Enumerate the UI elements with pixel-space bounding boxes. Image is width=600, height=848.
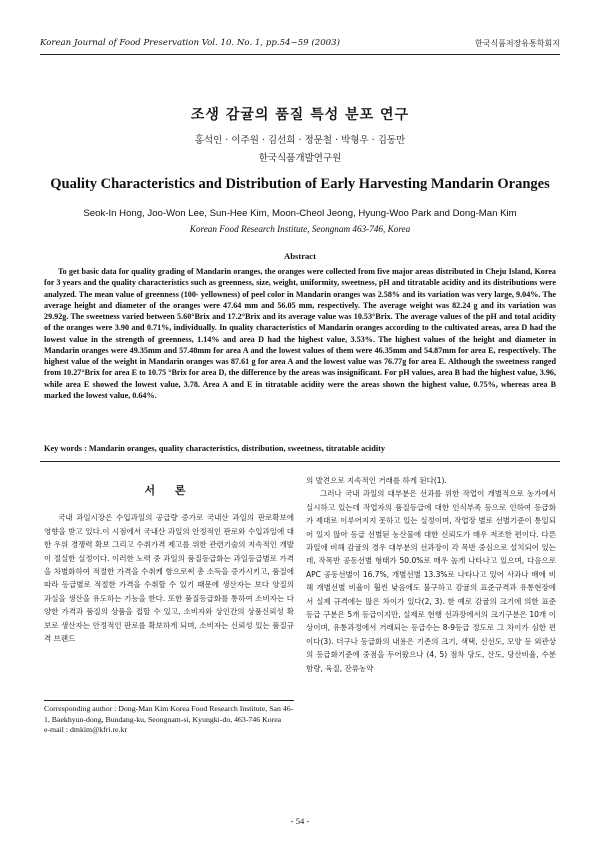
english-affiliation: Korean Food Research Institute, Seongnam 463-746, Korea (189, 224, 411, 234)
footnote-email: e-mail : dmkim@kfri.re.kr (44, 725, 127, 735)
footnote-rule (44, 700, 294, 701)
corresponding-author-footnote (44, 704, 294, 736)
page-number: - 54 - (290, 816, 310, 826)
abstract-heading: Abstract (284, 251, 316, 261)
footnote-address: Corresponding author : Dong-Man Kim Korea Food Research Institute, San 46-1, Baekhyun-dong, Bundang-ku, Seongnam-si, Kyungki-do, 463-746 Korea (44, 704, 294, 724)
korean-authors: 홍석인 · 이주원 · 김선희 · 정문철 · 박형우 · 김동만 (194, 135, 406, 146)
journal-citation: Korean Journal of Food Preservation Vol. 10. No. 1, pp.54~59 (2003) (40, 38, 340, 48)
society-name: 한국식품저장유통학회지 (474, 39, 560, 48)
running-head (40, 38, 560, 52)
english-title: Quality Characteristics and Distribution of Early Harvesting Mandarin Oranges (50, 176, 550, 192)
keywords: Key words : Mandarin oranges, quality characteristics, distribution, sweetness, titratable acidity (44, 444, 386, 453)
left-column (44, 470, 294, 645)
english-authors: Seok-In Hong, Joo-Won Lee, Sun-Hee Kim, Moon-Cheol Jeong, Hyung-Woo Park and Dong-Man Kim (83, 208, 517, 219)
korean-title: 조생 감귤의 품질 특성 분포 연구 (190, 107, 410, 123)
intro-paragraph-left: 국내 과일시장은 수입과일의 공급량 증가로 국내산 과일의 판로확보에 영향을 받고 있다.이 시점에서 국내산 과일의 안정적인 판로와 수입과일에 대한 우위 경쟁력 확보 그리고 수취가격 제고를 위한 관련기술의 지속적인 개발이 절실한 실정이다. 이러한 노력 중 과일의 품질등급화는 과일등급별로 가격을 차별화하여 적절한 가격을 수취케 함으로써 총 소득을 증가시키고, 품질에 따라 등급별로 적절한 가격을 수취할 수 있기 때문에 생산자는 보다 양질의 과실을 생산을 유도하는 기능을 한다. 또한 품질등급화를 통하여 소비자는 다양한 가격과 품질의 상품을 접할 수 있고, 소비자와 상인간의 상품신뢰성 확보로 생산자는 안정적인 판로를 확보하게 되며, 소비자는 신뢰성 있는 품질규격 브랜드 (44, 513, 294, 644)
korean-affiliation: 한국식품개발연구원 (258, 153, 342, 164)
abstract-text: To get basic data for quality grading of Mandarin oranges, the oranges were collected from five major areas distributed in Cheju Island, Korea for 3 years and the quality characteristics such as greenness, size, weight, uniformity, sweetness, pH and titratable acidity and its distributions were analyzed. The mean value of greenness (100- yellowness) of peel color in Mandarin oranges was 2.58% and its variation was very large, 9.04%. The average height and diameter of the oranges were 47.64 mm and 56.05 mm, respectively. The average weight was 82.24 g and its variation was 29.92g. The sweetness varied between 5.60°Brix and 17.2°Brix and its average value was 10.53°Brix. The average values of the pH and total acidity of the oranges were 3.90 and 0.71%, individually. In quality characteristics of Mandarin oranges according to the cultivated areas, area D had the lowest value in the strength of greenness, 1.14% and area D had the highest value, 3.53%. The highest values of the height and diameter in Mandarin oranges were 49.35mm and 57.48mm for area A and the lowest values of them were 46.35mm and 54.87mm for area E, respectively. The highest value of the weight in Mandarin oranges was 87.61 g for area A and the lowest value was 76.77g for area E. Although the sweetness ranged from 10.27°Brix for area E to 10.75 °Brix for area D, the difference by the areas was insignificant. For pH values, area B had the highest value, 3.96, while area E showed the lowest value, 3.78. Area A and E in titratable acidity were the areas shown the highest value, 0.75%, whereas area B marked the lowest value, 0.64%. (44, 267, 556, 400)
introduction-heading: 서 론 (144, 484, 194, 497)
keywords-rule (40, 461, 560, 462)
intro-paragraph-right: 그러나 국내 과일의 대부분은 선과를 위한 작업이 개별적으로 농가에서 실시하고 있는데 작업자의 품질등급에 대한 인식부족 등으로 인하여 등급화가 제대로 이루어지지 못하고 있는 실정이며, 작업장 별로 선별기준이 통일되어 있지 않아 등급 선별된 농산물에 대한 신뢰도가 매우 저조한 편이다. 다른 과일에 비해 감귤의 경우 대부분의 선과장이 각 목반 중심으로 설치되어 있는데, 작목반 공동선별 형태가 50.0%로 매우 높게 나타나고 있으며, 다음으로 APC 공동선별이 16.7%, 개별선별 13.3%로 나타나고 있어 사과나 배에 비해 개별선별 비율이 훨씬 낮음에도 불구하고 감귤의 표준규격과 유통현장에서 실제 규격에는 많은 차이가 있다(2, 3). 한 예로 감귤의 크기에 의한 표준 등급 구분은 5개 등급이지만, 실제로 현행 선과장에서의 크기구분은 10개 이상이며, 유통과정에서 거래되는 등급수는 8-9등급 정도로 그 차이가 심한 편이다(3). 더구나 등급화의 내용은 기존의 크기, 색택, 신선도, 모양 등 외관상의 등급화기준에 중점을 두어왔으나 (4, 5) 점차 당도, 산도, 당산비율, 수분함량, 육질, 잔류농약 (306, 489, 556, 673)
header-rule (40, 54, 560, 55)
right-column (306, 474, 556, 675)
intro-paragraph-continued: 의 발견으로 지속적인 거래를 하게 된다(1). (306, 476, 447, 485)
